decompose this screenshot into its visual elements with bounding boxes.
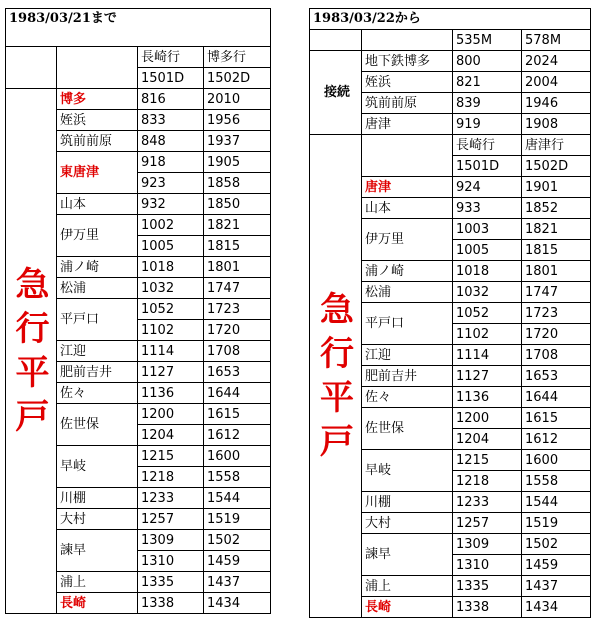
time-cell: 1127 [138,362,204,383]
time-cell: 1544 [522,492,591,513]
station-name: 浦上 [57,572,138,593]
time-cell: 1459 [204,551,271,572]
station-name: 松浦 [362,282,453,303]
right-timetable [309,8,591,618]
station-name: 松浦 [57,278,138,299]
station-name: 大村 [57,509,138,530]
time-cell: 1136 [453,387,522,408]
time-cell: 923 [138,173,204,194]
header-blank [362,135,453,177]
station-name: 伊万里 [57,215,138,257]
time-cell: 1612 [522,429,591,450]
station-name: 大村 [362,513,453,534]
station-name: 川棚 [362,492,453,513]
time-cell: 1908 [522,114,591,135]
time-cell: 1852 [522,198,591,219]
station-name: 平戸口 [57,299,138,341]
time-cell: 1338 [453,597,522,618]
time-cell: 816 [138,89,204,110]
time-cell: 1600 [522,450,591,471]
time-cell: 848 [138,131,204,152]
header-train-number: 1502D [522,156,591,177]
time-cell: 833 [138,110,204,131]
station-name: 佐々 [57,383,138,404]
time-cell: 1708 [522,345,591,366]
station-name: 東唐津 [57,152,138,194]
time-cell: 1204 [138,425,204,446]
time-cell: 1005 [453,240,522,261]
header-direction: 長崎行 [138,47,204,68]
connect-header-row [310,30,591,51]
station-name: 山本 [362,198,453,219]
time-cell: 1002 [138,215,204,236]
time-cell: 932 [138,194,204,215]
time-cell: 1905 [204,152,271,173]
time-cell: 1215 [453,450,522,471]
train-name-label [6,89,57,614]
time-cell: 1052 [138,299,204,320]
time-cell: 1218 [453,471,522,492]
time-cell: 1032 [138,278,204,299]
station-name: 浦ノ崎 [57,257,138,278]
table-row [6,89,271,110]
train-name-char: 行 [15,309,50,349]
time-cell: 1005 [138,236,204,257]
time-cell: 1901 [522,177,591,198]
time-cell: 1338 [138,593,204,614]
station-name: 博多 [57,89,138,110]
time-cell: 1723 [522,303,591,324]
connect-train-number: 535M [453,30,522,51]
station-name: 浦ノ崎 [362,261,453,282]
station-name: 筑前前原 [57,131,138,152]
header-row [310,135,591,156]
train-name-label [310,135,362,618]
table-title: 1983/03/22から [310,9,591,30]
time-cell: 918 [138,152,204,173]
time-cell: 1850 [204,194,271,215]
time-cell: 1502 [204,530,271,551]
time-cell: 1747 [204,278,271,299]
time-cell: 1335 [138,572,204,593]
header-direction: 長崎行 [453,135,522,156]
station-name: 姪浜 [57,110,138,131]
station-name: 佐世保 [362,408,453,450]
station-name: 地下鉄博多 [362,51,453,72]
train-name-char: 急 [320,290,354,330]
station-name: 浦上 [362,576,453,597]
time-cell: 1544 [204,488,271,509]
station-name: 平戸口 [362,303,453,345]
header-blank [6,47,57,89]
time-cell: 1310 [138,551,204,572]
time-cell: 1653 [522,366,591,387]
time-cell: 1215 [138,446,204,467]
header-train-number: 1501D [453,156,522,177]
time-cell: 1937 [204,131,271,152]
header-direction: 唐津行 [522,135,591,156]
header-blank [57,47,138,89]
time-cell: 1200 [453,408,522,429]
time-cell: 1102 [138,320,204,341]
time-cell: 1858 [204,173,271,194]
time-cell: 1815 [522,240,591,261]
station-name: 筑前前原 [362,93,453,114]
title-row [6,9,271,47]
train-name-char: 戸 [320,422,354,462]
station-name: 佐々 [362,387,453,408]
time-cell: 839 [453,93,522,114]
time-cell: 924 [453,177,522,198]
time-cell: 1437 [522,576,591,597]
time-cell: 1946 [522,93,591,114]
time-cell: 1558 [522,471,591,492]
time-cell: 1018 [138,257,204,278]
station-name: 山本 [57,194,138,215]
station-name: 早岐 [362,450,453,492]
left-timetable [5,8,271,614]
time-cell: 1821 [204,215,271,236]
station-name: 肥前吉井 [57,362,138,383]
time-cell: 1747 [522,282,591,303]
station-name: 長崎 [57,593,138,614]
time-cell: 1200 [138,404,204,425]
time-cell: 1723 [204,299,271,320]
time-cell: 2004 [522,72,591,93]
time-cell: 2010 [204,89,271,110]
time-cell: 1519 [204,509,271,530]
time-cell: 1502 [522,534,591,555]
time-cell: 1032 [453,282,522,303]
time-cell: 1708 [204,341,271,362]
time-cell: 1956 [204,110,271,131]
time-cell: 1615 [522,408,591,429]
table-title: 1983/03/21まで [6,9,271,47]
time-cell: 1644 [522,387,591,408]
time-cell: 1459 [522,555,591,576]
station-name: 唐津 [362,177,453,198]
time-cell: 1127 [453,366,522,387]
time-cell: 1218 [138,467,204,488]
header-row [6,47,271,68]
time-cell: 919 [453,114,522,135]
header-blank [362,30,453,51]
train-name-char: 急 [15,265,50,305]
station-name: 肥前吉井 [362,366,453,387]
time-cell: 1204 [453,429,522,450]
header-direction: 博多行 [204,47,271,68]
time-cell: 1720 [522,324,591,345]
time-cell: 1257 [453,513,522,534]
time-cell: 1815 [204,236,271,257]
train-name-char: 行 [320,334,354,374]
time-cell: 1434 [522,597,591,618]
station-name: 長崎 [362,597,453,618]
table-row [310,51,591,72]
station-name: 諫早 [57,530,138,572]
time-cell: 1114 [138,341,204,362]
time-cell: 1310 [453,555,522,576]
time-cell: 1052 [453,303,522,324]
connection-label: 接続 [310,51,362,135]
time-cell: 1644 [204,383,271,404]
time-cell: 1615 [204,404,271,425]
station-name: 姪浜 [362,72,453,93]
time-cell: 1309 [138,530,204,551]
header-train-number: 1502D [204,68,271,89]
title-row [310,9,591,30]
time-cell: 1018 [453,261,522,282]
station-name: 佐世保 [57,404,138,446]
time-cell: 1558 [204,467,271,488]
time-cell: 1309 [453,534,522,555]
time-cell: 1519 [522,513,591,534]
time-cell: 933 [453,198,522,219]
train-name-char: 平 [15,353,50,393]
time-cell: 1114 [453,345,522,366]
time-cell: 1437 [204,572,271,593]
station-name: 伊万里 [362,219,453,261]
connect-train-number: 578M [522,30,591,51]
time-cell: 1612 [204,425,271,446]
time-cell: 1335 [453,576,522,597]
station-name: 川棚 [57,488,138,509]
time-cell: 821 [453,72,522,93]
time-cell: 1720 [204,320,271,341]
time-cell: 1821 [522,219,591,240]
time-cell: 2024 [522,51,591,72]
station-name: 唐津 [362,114,453,135]
station-name: 早岐 [57,446,138,488]
time-cell: 1801 [522,261,591,282]
header-blank [310,30,362,51]
header-train-number: 1501D [138,68,204,89]
train-name-char: 戸 [15,397,50,437]
time-cell: 1257 [138,509,204,530]
time-cell: 1233 [453,492,522,513]
time-cell: 1434 [204,593,271,614]
time-cell: 1136 [138,383,204,404]
time-cell: 1801 [204,257,271,278]
time-cell: 1233 [138,488,204,509]
time-cell: 1653 [204,362,271,383]
time-cell: 1003 [453,219,522,240]
station-name: 江迎 [362,345,453,366]
time-cell: 1600 [204,446,271,467]
station-name: 江迎 [57,341,138,362]
station-name: 諫早 [362,534,453,576]
train-name-char: 平 [320,378,354,418]
time-cell: 1102 [453,324,522,345]
time-cell: 800 [453,51,522,72]
